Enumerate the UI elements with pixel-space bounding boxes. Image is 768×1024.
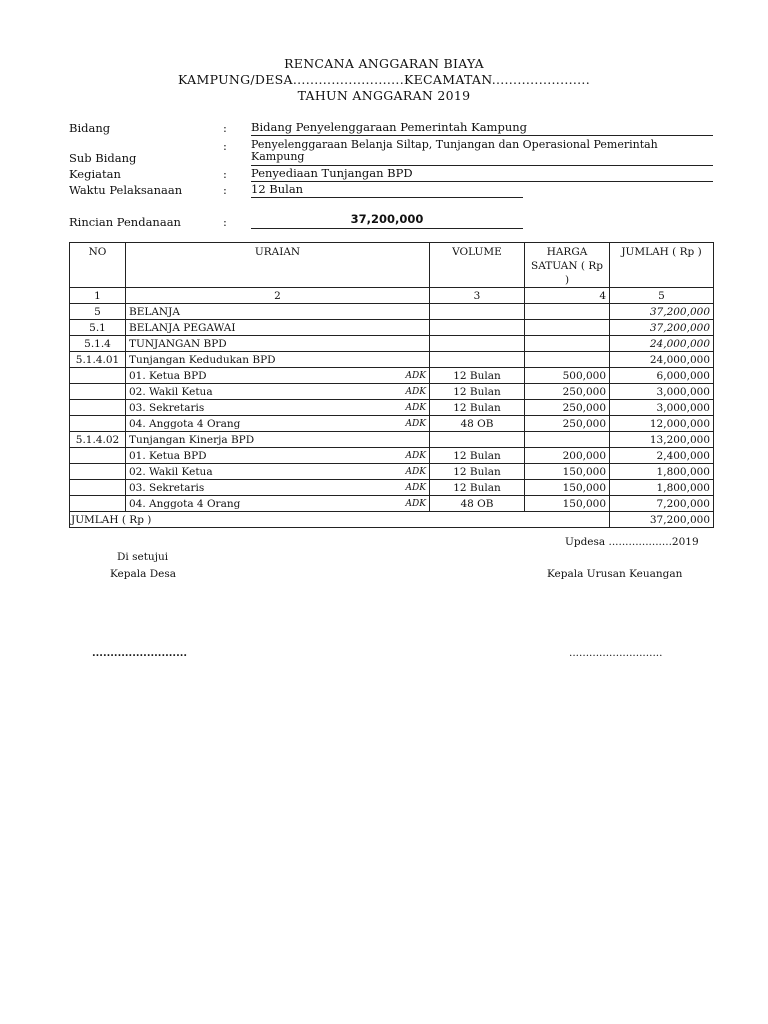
index-cell: 1 — [70, 288, 126, 304]
doc-title-location: KAMPUNG/DESA..........................KECAMATAN....................... — [178, 72, 590, 87]
header-uraian: URAIAN — [126, 243, 430, 288]
row-price: 250,000 — [525, 400, 610, 416]
colon: : — [223, 121, 227, 135]
item-number: 04. — [129, 497, 146, 510]
kepala-desa-title: Kepala Desa — [110, 568, 176, 580]
item-number: 01. — [129, 369, 146, 382]
bidang-label: Bidang — [69, 121, 111, 135]
waktu-label: Waktu Pelaksanaan — [69, 183, 183, 197]
header-harga: HARGA SATUAN ( Rp ) — [525, 243, 610, 288]
header-no: NO — [70, 243, 126, 288]
doc-title-year: TAHUN ANGGARAN 2019 — [297, 88, 471, 103]
row-code: 5.1.4.01 — [70, 352, 126, 368]
header-jumlah: JUMLAH ( Rp ) — [610, 243, 714, 288]
row-description: BELANJA — [126, 304, 430, 320]
item-number: 03. — [129, 481, 146, 494]
row-description: Wakil Ketua — [149, 465, 213, 478]
place-date: Updesa ...................2019 — [565, 536, 699, 548]
row-amount: 3,000,000 — [610, 384, 714, 400]
row-price: 250,000 — [525, 416, 610, 432]
bidang-value: Bidang Penyelenggaraan Pemerintah Kampung — [251, 120, 713, 136]
approved-label: Di setujui — [117, 551, 169, 563]
row-description: Wakil Ketua — [149, 385, 213, 398]
row-price: 150,000 — [525, 496, 610, 512]
row-amount: 12,000,000 — [610, 416, 714, 432]
row-description: Sekretaris — [149, 481, 205, 494]
header-volume: VOLUME — [430, 243, 525, 288]
row-unit: ADK — [405, 386, 426, 397]
colon: : — [223, 183, 227, 197]
table-row — [70, 320, 714, 336]
row-description: Tunjangan Kedudukan BPD — [126, 352, 430, 368]
row-unit: ADK — [405, 482, 426, 493]
budget-table — [69, 242, 714, 528]
row-amount: 37,200,000 — [610, 304, 714, 320]
row-description: Ketua BPD — [149, 369, 207, 382]
kaur-keuangan-title: Kepala Urusan Keuangan — [547, 568, 683, 580]
row-volume: 48 OB — [430, 496, 525, 512]
sub-bidang-value: Penyelenggaraan Belanja Siltap, Tunjangan dan Operasional Pemerintah Kampung — [251, 139, 713, 166]
row-unit: ADK — [405, 418, 426, 429]
row-volume: 12 Bulan — [430, 400, 525, 416]
index-cell: 4 — [525, 288, 610, 304]
row-amount: 3,000,000 — [610, 400, 714, 416]
index-cell: 5 — [610, 288, 714, 304]
row-description: Ketua BPD — [149, 449, 207, 462]
colon: : — [223, 215, 227, 229]
table-row — [70, 368, 714, 384]
item-number: 02. — [129, 465, 146, 478]
row-unit: ADK — [405, 466, 426, 477]
colon: : — [223, 167, 227, 181]
row-volume: 12 Bulan — [430, 464, 525, 480]
row-amount: 6,000,000 — [610, 368, 714, 384]
row-description: BELANJA PEGAWAI — [126, 320, 430, 336]
rincian-label: Rincian Pendanaan — [69, 215, 181, 229]
row-amount: 1,800,000 — [610, 480, 714, 496]
row-code: 5.1 — [70, 320, 126, 336]
item-number: 03. — [129, 401, 146, 414]
row-description: Tunjangan Kinerja BPD — [126, 432, 430, 448]
row-description: TUNJANGAN BPD — [126, 336, 430, 352]
item-number: 04. — [129, 417, 146, 430]
table-row — [70, 384, 714, 400]
row-price: 150,000 — [525, 464, 610, 480]
waktu-value: 12 Bulan — [251, 182, 523, 198]
row-volume: 12 Bulan — [430, 384, 525, 400]
table-header-row — [70, 243, 714, 288]
row-code: 5 — [70, 304, 126, 320]
item-number: 02. — [129, 385, 146, 398]
row-unit: ADK — [405, 498, 426, 509]
row-unit: ADK — [405, 370, 426, 381]
row-description: Anggota 4 Orang — [149, 417, 241, 430]
rincian-value: 37,200,000 — [251, 212, 523, 229]
kegiatan-label: Kegiatan — [69, 167, 121, 181]
row-amount: 24,000,000 — [610, 352, 714, 368]
doc-title: RENCANA ANGGARAN BIAYA — [284, 56, 484, 71]
row-volume: 12 Bulan — [430, 480, 525, 496]
kegiatan-value: Penyediaan Tunjangan BPD — [251, 166, 713, 182]
row-unit: ADK — [405, 402, 426, 413]
table-row — [70, 432, 714, 448]
index-cell: 2 — [126, 288, 430, 304]
row-unit: ADK — [405, 450, 426, 461]
table-row — [70, 480, 714, 496]
table-row — [70, 448, 714, 464]
item-number: 01. — [129, 449, 146, 462]
row-description: Anggota 4 Orang — [149, 497, 241, 510]
total-amount: 37,200,000 — [610, 512, 714, 528]
table-row — [70, 400, 714, 416]
sub-bidang-label: Sub Bidang — [69, 151, 137, 165]
row-amount: 1,800,000 — [610, 464, 714, 480]
table-row — [70, 352, 714, 368]
column-index-row — [70, 288, 714, 304]
row-price: 250,000 — [525, 384, 610, 400]
row-price: 500,000 — [525, 368, 610, 384]
colon: : — [223, 139, 227, 153]
row-amount: 7,200,000 — [610, 496, 714, 512]
table-row — [70, 416, 714, 432]
table-total-row — [70, 512, 714, 528]
row-code: 5.1.4 — [70, 336, 126, 352]
row-code: 5.1.4.02 — [70, 432, 126, 448]
row-volume: 12 Bulan — [430, 448, 525, 464]
row-amount: 2,400,000 — [610, 448, 714, 464]
row-description: Sekretaris — [149, 401, 205, 414]
kaur-keuangan-signature: ............................ — [569, 647, 663, 659]
row-amount: 24,000,000 — [610, 336, 714, 352]
table-row — [70, 336, 714, 352]
row-price: 200,000 — [525, 448, 610, 464]
table-row — [70, 304, 714, 320]
total-label: JUMLAH ( Rp ) — [70, 512, 610, 528]
table-row — [70, 496, 714, 512]
row-price: 150,000 — [525, 480, 610, 496]
row-amount: 13,200,000 — [610, 432, 714, 448]
index-cell: 3 — [430, 288, 525, 304]
row-volume: 48 OB — [430, 416, 525, 432]
kepala-desa-signature: .......................... — [92, 647, 188, 659]
row-amount: 37,200,000 — [610, 320, 714, 336]
row-volume: 12 Bulan — [430, 368, 525, 384]
table-row — [70, 464, 714, 480]
